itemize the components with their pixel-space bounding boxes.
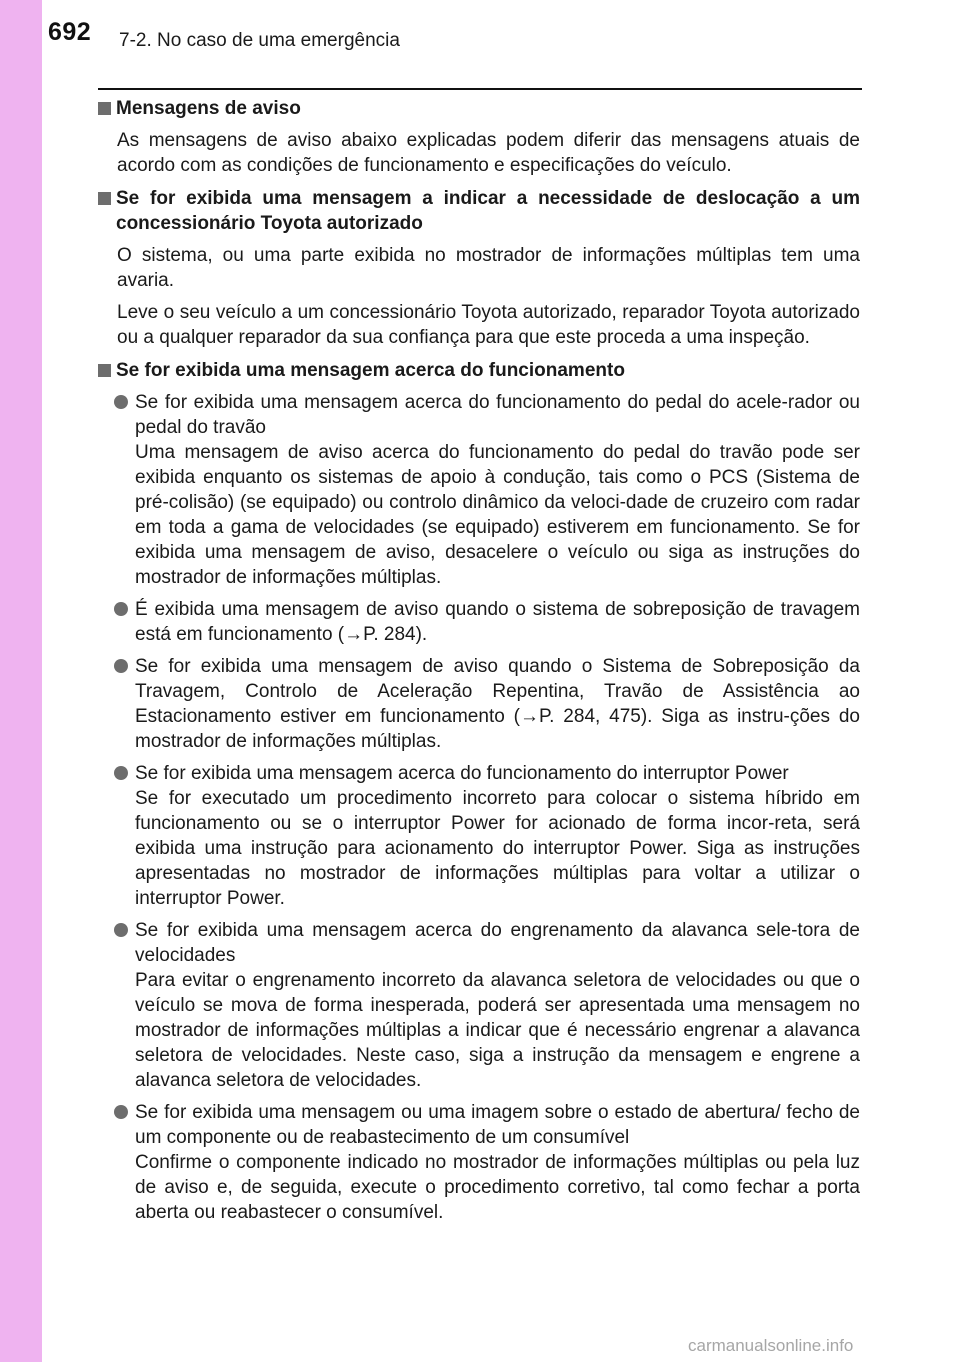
- circle-bullet-icon: [114, 659, 128, 673]
- circle-bullet-icon: [114, 766, 128, 780]
- list-item: Se for exibida uma mensagem acerca do engrenamento da alavanca sele-tora de velocidades Para evitar o engrenamento incorreto da alavanca seletora de velocidades ou que o veículo se mova de forma inesperada, poderá ser apresentada uma mensagem no mostrador de informações múltiplas a indicar que é necessário engrenar a alavanca seletora de velocidades. Neste caso, siga a instrução da mensagem e engrene a alavanca seletora de velocidades.: [96, 918, 860, 1093]
- list-item: Se for exibida uma mensagem acerca do funcionamento do pedal do acele-rador ou pedal do travão Uma mensagem de aviso acerca do funcionamento do pedal do travão pode ser exibida enquanto os sistemas de apoio à condução, tais como o PCS (Sistema de pré-colisão) (se equipado) ou controlo dinâmico da veloci-dade de cruzeiro com radar em toda a gama de velocidades (se equipado) estiverem em funcionamento. Se for exibida uma mensagem de aviso, desacelere o veículo ou siga as instruções do mostrador de informações múltiplas.: [96, 390, 860, 590]
- list-item: É exibida uma mensagem de aviso quando o sistema de sobreposição de travagem está em funcionamento (→P. 284).: [96, 597, 860, 647]
- circle-bullet-icon: [114, 923, 128, 937]
- square-bullet-icon: [98, 192, 111, 205]
- header-divider: [98, 88, 862, 90]
- circle-bullet-icon: [114, 395, 128, 409]
- list-item: Se for exibida uma mensagem de aviso quando o Sistema de Sobreposição da Travagem, Controlo de Aceleração Repentina, Travão de Assistência ao Estacionamento estiver em funcionamento (→P. 284, 475). Siga as instru-ções do mostrador de informações múltiplas.: [96, 654, 860, 754]
- square-bullet-icon: [98, 102, 111, 115]
- chapter-tab-strip: [0, 0, 42, 1362]
- paragraph: Leve o seu veículo a um concessionário Toyota autorizado, reparador Toyota autorizado ou a qualquer reparador da sua confiança para que este proceda a uma inspeção.: [117, 302, 860, 348]
- section-title: Mensagens de aviso: [96, 96, 860, 121]
- watermark-link[interactable]: carmanualsonline.info: [688, 1336, 854, 1355]
- square-bullet-icon: [98, 364, 111, 377]
- paragraph: O sistema, ou uma parte exibida no mostrador de informações múltiplas tem uma avaria.: [117, 245, 860, 291]
- page-content: [96, 96, 860, 1225]
- circle-bullet-icon: [114, 602, 128, 616]
- section-title: Se for exibida uma mensagem acerca do funcionamento: [96, 358, 860, 383]
- list-item: Se for exibida uma mensagem ou uma imagem sobre o estado de abertura/ fecho de um componente ou de reabastecimento de um consumível Confirme o componente indicado no mostrador de informações múltiplas ou pela luz de aviso e, de seguida, execute o procedimento corretivo, tal como fechar a porta aberta ou reabastecer o consumível.: [96, 1100, 860, 1225]
- chapter-title: 7-2. No caso de uma emergência: [119, 30, 400, 51]
- circle-bullet-icon: [114, 1105, 128, 1119]
- section-title: Se for exibida uma mensagem a indicar a necessidade de deslocação a um concessionário Toyota autorizado: [96, 186, 860, 236]
- page-number: 692: [48, 18, 92, 46]
- list-item: Se for exibida uma mensagem acerca do funcionamento do interruptor Power Se for executado um procedimento incorreto para colocar o sistema híbrido em funcionamento ou se o interruptor Power for acionado de forma incor-reta, será exibida uma instrução para acionamento do interruptor Power. Siga as instruções apresentadas no mostrador de informações múltiplas para voltar a utilizar o interruptor Power.: [96, 761, 860, 911]
- paragraph: As mensagens de aviso abaixo explicadas podem diferir das mensagens atuais de acordo com as condições de funcionamento e especificações do veículo.: [117, 130, 860, 176]
